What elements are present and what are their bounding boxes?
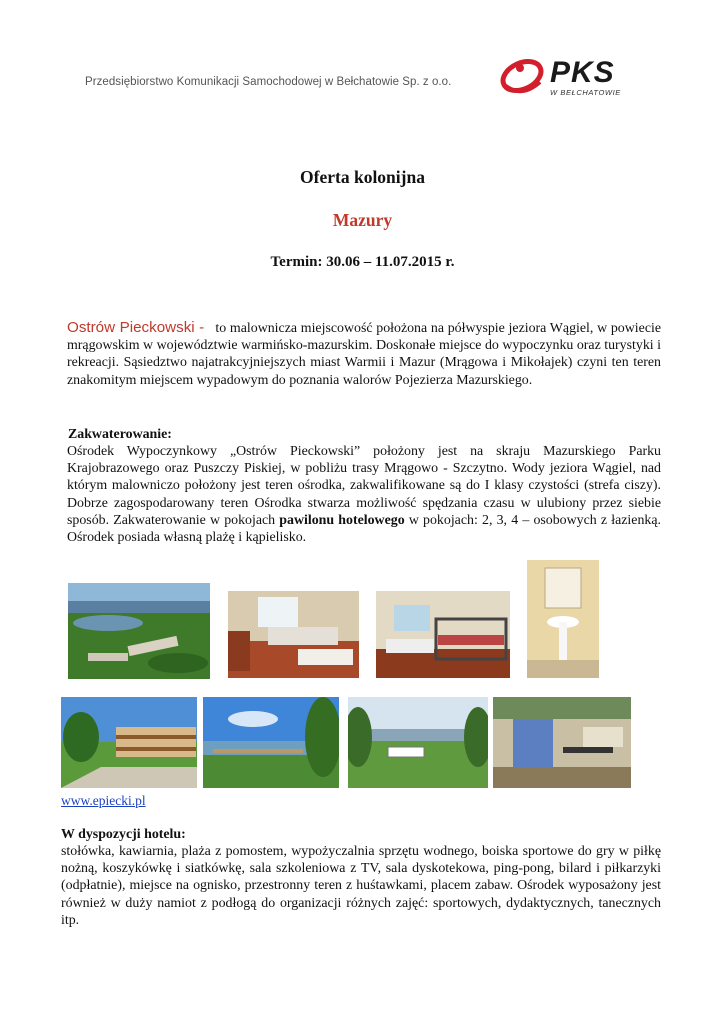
- region-title: Mazury: [332, 210, 393, 230]
- photo-aerial-lake: [68, 583, 210, 679]
- intro-lead: Ostrów Pieckowski -: [67, 319, 205, 336]
- website-link[interactable]: www.epiecki.pl: [61, 793, 146, 808]
- photo-dining-hall: [493, 697, 631, 788]
- photo-bathroom: [527, 560, 599, 678]
- logo-text: PKS: [550, 56, 615, 89]
- accommodation-paragraph: [67, 443, 661, 546]
- intro-text: to malownicza miejscowość położona na półwyspie jeziora Wągiel, w powiecie mrągowskim w województwie warmińsko-mazurskim. Doskonałe miejsce do wypoczynku oraz turystyki i rekreacji. Sąsiedztwo najatrakcyjniejszych miast Warmii i Mazur (Mrągowa i Mikołajek) czyni ten teren znakomitym miejscem wypadowym do poznania walorów Pojezierza Mazurskiego.: [67, 321, 662, 388]
- page-title: Oferta kolonijna: [300, 167, 425, 187]
- photo-sports-field: [348, 697, 488, 788]
- facilities-paragraph: stołówka, kawiarnia, plaża z pomostem, wypożyczalnia sprzętu wodnego, boiska sportowe do gry w piłkę nożną, koszykówkę i siatkówkę, sala szkoleniowa z TV, sala dyskotekowa, ping-pong, bilard i piłkarzyki (odpłatnie), miejsce na ognisko, przestronny teren z huśtawkami, placem zabaw. Ośrodek wyposażony jest również w duży namiot z podłogą do organizacji różnych zajęć: sportowych, dydaktycznych, tanecznych itp.: [61, 844, 661, 928]
- facilities-heading: W dyspozycji hotelu:: [61, 827, 186, 842]
- accommodation-text-2: w pokojach: 2, 3, 4 – osobowych z łazienką. Ośrodek posiada własną plażę i kąpielisko.: [67, 512, 661, 546]
- logo-subtext: W BEŁCHATOWIE: [550, 88, 621, 97]
- photo-pier: [203, 697, 339, 788]
- intro-paragraph: [67, 319, 661, 389]
- pks-logo: [498, 52, 648, 104]
- accommodation-text-1: Ośrodek Wypoczynkowy „Ostrów Pieckowski” położony jest na skraju Mazurskiego Parku Krajobrazowego oraz Puszczy Piskiej, w pobliżu trasy Mrągowo - Szczytno. Wody jeziora Wągiel, nad którym malowniczo położony jest teren ośrodka, zakwalifikowane są do I klasy czystości (strefa ciszy). Dobrze zagospodarowany teren Ośrodka stwarza możliwość spędzania czasu w ulubiony przez siebie sposób. Zakwaterowanie w pokojach: [67, 444, 661, 528]
- photo-hotel-room-1: [228, 591, 359, 678]
- photo-hotel-building: [61, 697, 197, 788]
- accommodation-text-bold: pawilonu hotelowego: [279, 512, 405, 528]
- term-dates: Termin: 30.06 – 11.07.2015 r.: [270, 254, 455, 270]
- accommodation-heading: Zakwaterowanie:: [68, 427, 172, 442]
- photo-hotel-room-2: [376, 591, 510, 678]
- company-name: Przedsiębiorstwo Komunikacji Samochodowej w Bełchatowie Sp. z o.o.: [85, 76, 452, 88]
- pks-swirl-icon: [498, 52, 550, 104]
